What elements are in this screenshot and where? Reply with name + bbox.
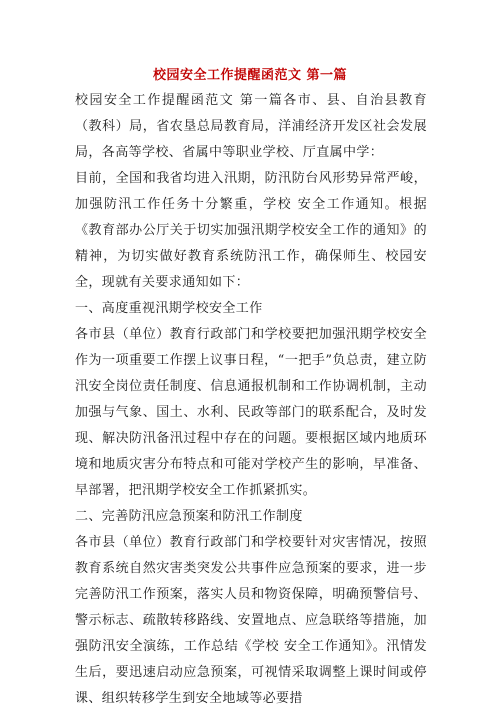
section-heading-1: 一、高度重视汛期学校安全工作 [75,301,263,316]
document-title: 校园安全工作提醒函范文 第一篇 [152,68,348,83]
document-body [75,88,427,712]
paragraph-notice: 目前，全国和我省均进入汛期，防汛防台风形势异常严峻，加强防汛工作任务十分繁重，学校 安全工作通知。根据《教育部办公厅关于切实加强汛期学校安全工作的通知》的精神，为切实做好教育系统防汛工作，确保师生、校园安全，现就有关要求通知如下： [75,171,427,290]
section-heading-2: 二、完善防汛应急预案和防汛工作制度 [75,509,303,524]
paragraph-intro: 校园安全工作提醒函范文 第一篇各市、县、自治县教育（教科）局，省农垦总局教育局，洋浦经济开发区社会发展局，各高等学校、省属中等职业学校、厅直属中学： [75,93,427,160]
paragraph-section-1: 各市县（单位）教育行政部门和学校要把加强汛期学校安全作为一项重要工作摆上议事日程，“一把手”负总责，建立防汛安全岗位责任制度、信息通报机制和工作协调机制，主动加强与气象、国土、水利、民政等部门的联系配合，及时发现、解决防汛备汛过程中存在的问题。要根据区域内地质环境和地质灾害分布特点和可能对学校产生的影响，早准备、早部署，把汛期学校安全工作抓紧抓实。 [75,327,427,498]
paragraph-section-2: 各市县（单位）教育行政部门和学校要针对灾害情况，按照教育系统自然灾害类突发公共事件应急预案的要求，进一步完善防汛工作预案，落实人员和物资保障，明确预警信号、警示标志、疏散转移路线、安置地点、应急联络等措施，加强防汛安全演练，工作总结《学校 安全工作通知》。汛情发生后，要迅速启动应急预案，可视情采取调整上课时间或停课、组织转移学生到安全地域等必要措 [75,535,427,706]
